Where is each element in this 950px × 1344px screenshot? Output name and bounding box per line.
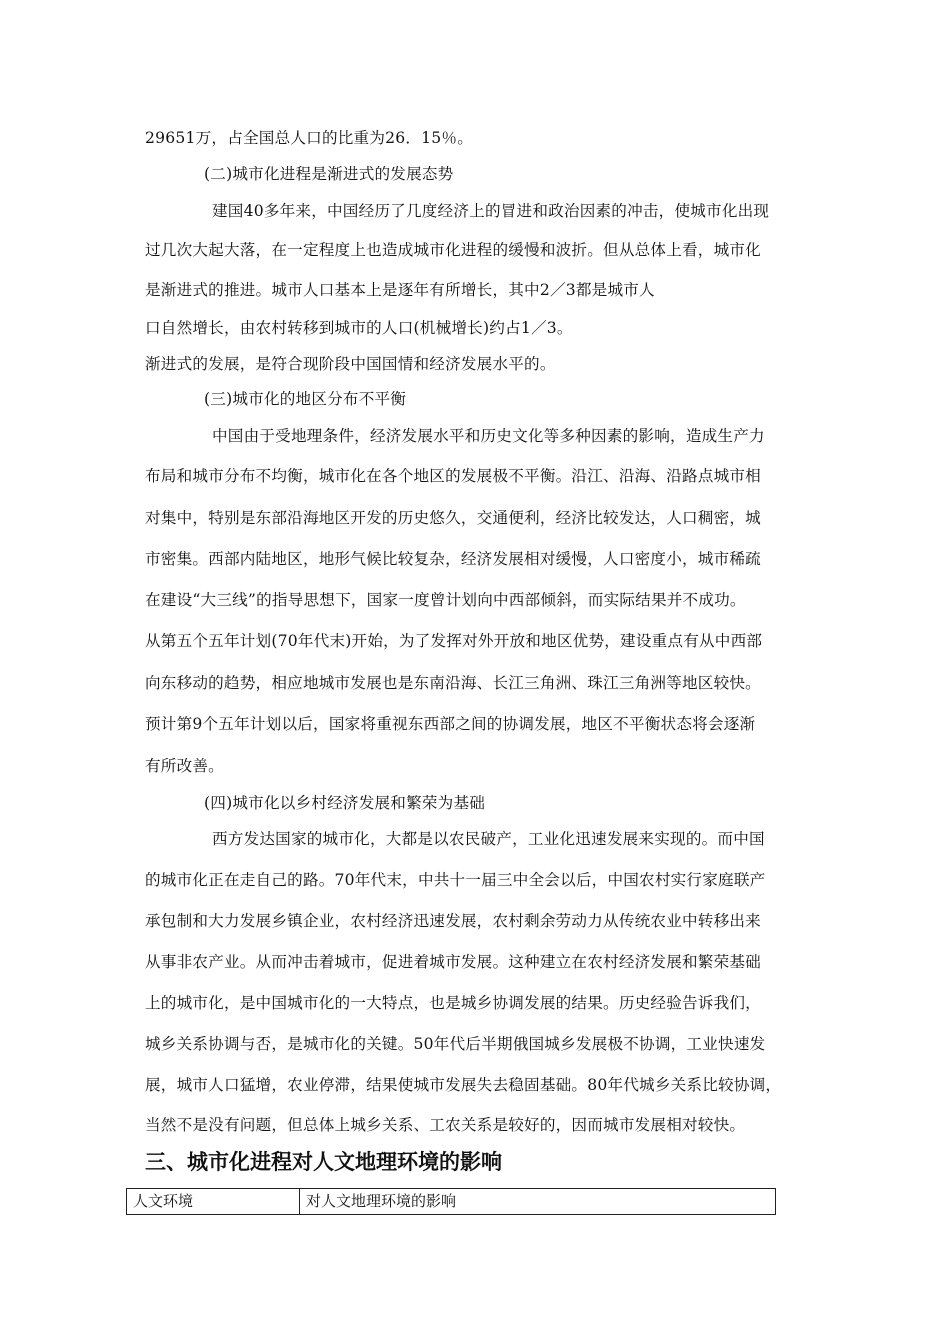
paragraph-line: 承包制和大力发展乡镇企业，农村经济迅速发展，农村剩余劳动力从传统农业中转移出来 bbox=[145, 912, 761, 930]
paragraph-line: 渐进式的发展，是符合现阶段中国国情和经济发展水平的。 bbox=[145, 355, 556, 373]
impact-table bbox=[126, 1188, 776, 1215]
paragraph-line: 从第五个五年计划(70年代末)开始，为了发挥对外开放和地区优势，建设重点有从中西部 bbox=[145, 632, 763, 650]
paragraph-line: 建国40多年来，中国经历了几度经济上的冒进和政治因素的冲击，使城市化出现 bbox=[212, 202, 770, 220]
paragraph-line: 有所改善。 bbox=[145, 757, 224, 775]
paragraph-line: 市密集。西部内陆地区，地形气候比较复杂，经济发展相对缓慢，人口密度小，城市稀疏 bbox=[145, 550, 761, 568]
paragraph-line: 是渐进式的推进。城市人口基本上是逐年有所增长，其中2／3都是城市人 bbox=[145, 281, 655, 299]
table-header-cell: 人文环境 bbox=[127, 1189, 300, 1215]
paragraph-line: 过几次大起大落，在一定程度上也造成城市化进程的缓慢和波折。但从总体上看，城市化 bbox=[145, 241, 761, 259]
paragraph-line: 西方发达国家的城市化，大都是以农民破产，工业化迅速发展来实现的。而中国 bbox=[212, 830, 765, 848]
section-heading: 三、城市化进程对人文地理环境的影响 bbox=[145, 1150, 502, 1174]
paragraph-line: 在建设“大三线”的指导思想下，国家一度曾计划向中西部倾斜，而实际结果并不成功。 bbox=[145, 591, 746, 609]
paragraph-line: 城乡关系协调与否，是城市化的关键。50年代后半期俄国城乡发展极不协调，工业快速发 bbox=[145, 1035, 766, 1053]
paragraph-line: 向东移动的趋势，相应地城市发展也是东南沿海、长江三角洲、珠江三角洲等地区较快。 bbox=[145, 674, 761, 692]
table-header-row bbox=[127, 1189, 776, 1215]
paragraph-line: 口自然增长，由农村转移到城市的人口(机械增长)约占1／3。 bbox=[145, 319, 573, 337]
paragraph-line: 上的城市化，是中国城市化的一大特点，也是城乡协调发展的结果。历史经验告诉我们， bbox=[145, 994, 761, 1012]
paragraph-line: 预计第9个五年计划以后，国家将重视东西部之间的协调发展，地区不平衡状态将会逐渐 bbox=[145, 715, 756, 733]
paragraph-line: 当然不是没有问题，但总体上城乡关系、工农关系是较好的，因而城市发展相对较快。 bbox=[145, 1116, 746, 1134]
paragraph-line: 从事非农产业。从而冲击着城市，促进着城市发展。这种建立在农村经济发展和繁荣基础 bbox=[145, 953, 761, 971]
paragraph-line: 对集中，特别是东部沿海地区开发的历史悠久，交通便利，经济比较发达，人口稠密，城 bbox=[145, 509, 761, 527]
paragraph-line: 的城市化正在走自己的路。70年代末，中共十一届三中全会以后，中国农村实行家庭联产 bbox=[145, 871, 766, 889]
paragraph-line: 布局和城市分布不均衡，城市化在各个地区的发展极不平衡。沿江、沿海、沿路点城市相 bbox=[145, 467, 761, 485]
paragraph-line: 展，城市人口猛增，农业停滞，结果使城市发展失去稳固基础。80年代城乡关系比较协调， bbox=[145, 1076, 782, 1094]
subheading-3: (三)城市化的地区分布不平衡 bbox=[204, 390, 407, 408]
subheading-2: (二)城市化进程是渐进式的发展态势 bbox=[204, 165, 454, 183]
table-header-cell: 对人文地理环境的影响 bbox=[300, 1189, 776, 1215]
subheading-4: (四)城市化以乡村经济发展和繁荣为基础 bbox=[204, 794, 486, 812]
paragraph-line: 29651万，占全国总人口的比重为26．15％。 bbox=[145, 129, 473, 147]
paragraph-line: 中国由于受地理条件，经济发展水平和历史文化等多种因素的影响，造成生产力 bbox=[212, 427, 765, 445]
